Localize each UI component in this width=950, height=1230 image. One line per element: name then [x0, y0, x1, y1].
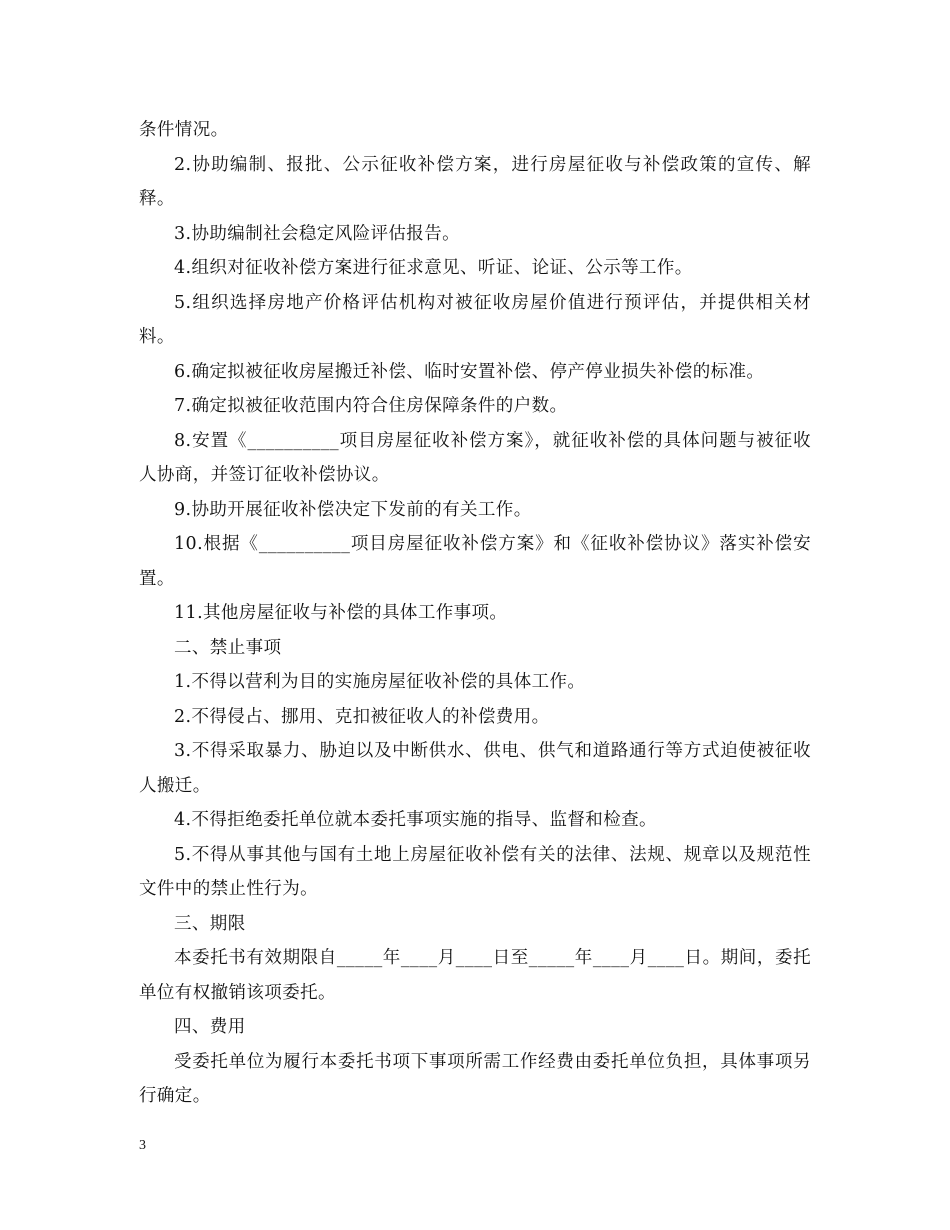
paragraph: 1.不得以营利为目的实施房屋征收补偿的具体工作。: [174, 672, 586, 692]
paragraph: 4.不得拒绝委托单位就本委托事项实施的指导、监督和检查。: [174, 810, 657, 830]
paragraph: 6.确定拟被征收房屋搬迁补偿、临时安置补偿、停产停业损失补偿的标准。: [174, 361, 765, 382]
paragraph: 10.根据《__________项目房屋征收补偿方案》和《征收补偿协议》落实补偿安置。: [139, 534, 811, 589]
paragraph: 11.其他房屋征收与补偿的具体工作事项。: [174, 603, 508, 623]
section-heading: 四、费用: [174, 1017, 246, 1037]
paragraph: 3.协助编制社会稳定风险评估报告。: [174, 223, 460, 244]
paragraph: 7.确定拟被征收范围内符合住房保障条件的户数。: [174, 396, 568, 416]
paragraph: 5.不得从事其他与国有土地上房屋征收补偿有关的法律、法规、规章以及规范性文件中的禁止性行为。: [139, 844, 811, 899]
section-heading: 三、期限: [174, 913, 246, 934]
page-number: 3: [139, 1138, 146, 1153]
paragraph: 本委托书有效期限自_____年____月____日至_____年____月____日。期间，委托单位有权撤销该项委托。: [139, 948, 811, 1003]
paragraph: 5.组织选择房地产价格评估机构对被征收房屋价值进行预评估，并提供相关材料。: [139, 292, 811, 347]
paragraph: 2.不得侵占、挪用、克扣被征收人的补偿费用。: [174, 706, 550, 727]
paragraph: 条件情况。: [139, 120, 229, 140]
section-heading: 二、禁止事项: [174, 637, 282, 658]
paragraph: 受委托单位为履行本委托书项下事项所需工作经费由委托单位负担，具体事项另行确定。: [139, 1051, 811, 1106]
paragraph: 2.协助编制、报批、公示征收补偿方案，进行房屋征收与补偿政策的宣传、解释。: [139, 154, 811, 209]
paragraph: 4.组织对征收补偿方案进行征求意见、听证、论证、公示等工作。: [174, 258, 693, 278]
document-body: [139, 113, 811, 1114]
paragraph: 8.安置《__________项目房屋征收补偿方案》，就征收补偿的具体问题与被征收人协商，并签订征收补偿协议。: [139, 430, 811, 485]
paragraph: 9.协助开展征收补偿决定下发前的有关工作。: [174, 499, 532, 520]
paragraph: 3.不得采取暴力、胁迫以及中断供水、供电、供气和道路通行等方式迫使被征收人搬迁。: [139, 741, 811, 796]
